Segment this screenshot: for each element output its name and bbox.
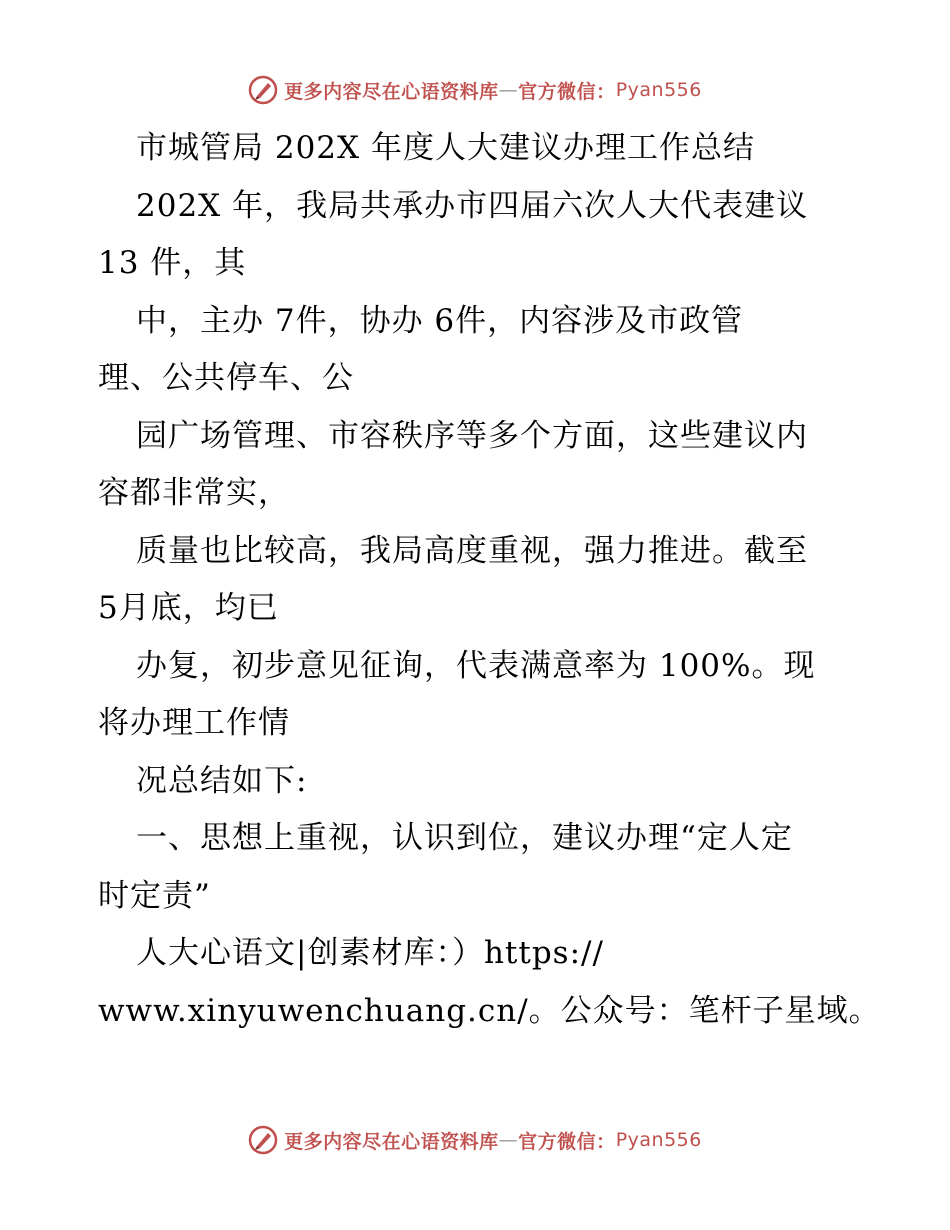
banner-main-text: 更多内容尽在心语资料库 [284,1130,499,1153]
footer-banner [0,1120,950,1160]
text-line: 人大心语文|创素材库：）https:// [136,935,604,971]
text-line: 13 件，其 [98,245,247,281]
text-line: 容都非常实， [98,475,290,511]
banner-sub-text: 官方微信： [518,1130,616,1153]
text-line: 质量也比较高，我局高度重视，强力推进。截至 [136,532,808,569]
text-line: 园广场管理、市容秩序等多个方面，这些建议内 [136,417,808,454]
text-line: 时定责” [98,877,211,914]
banner-sub-text: 官方微信： [518,80,616,103]
text-line: 将办理工作情 [98,705,290,741]
banner-dash: — [498,1129,519,1151]
text-line: 202X 年，我局共承办市四届六次人大代表建议 [136,187,809,224]
banner-wechat-id: Pyan556 [615,79,702,101]
text-line: 理、公共停车、公 [98,360,354,396]
pen-logo-icon [248,75,278,105]
text-line: 办复，初步意见征询，代表满意率为 100%。现 [136,647,816,684]
text-line: www.xinyuwenchuang.cn/。公众号：笔杆子星域。 [98,992,881,1029]
text-line: 中，主办 7件，协办 6件，内容涉及市政管 [136,302,744,339]
section-heading: 一、思想上重视，认识到位，建议办理“定人定 [136,820,793,856]
text-line: 况总结如下: [136,762,308,799]
document-body [98,120,881,1040]
banner-wechat-id: Pyan556 [615,1129,702,1151]
text-line: 5月底，均已 [98,590,279,626]
pen-logo-icon [248,1125,278,1155]
document-title: 市城管局 202X 年度人大建议办理工作总结 [136,130,755,166]
header-banner [0,70,950,110]
banner-main-text: 更多内容尽在心语资料库 [284,80,499,103]
banner-dash: — [498,79,519,101]
